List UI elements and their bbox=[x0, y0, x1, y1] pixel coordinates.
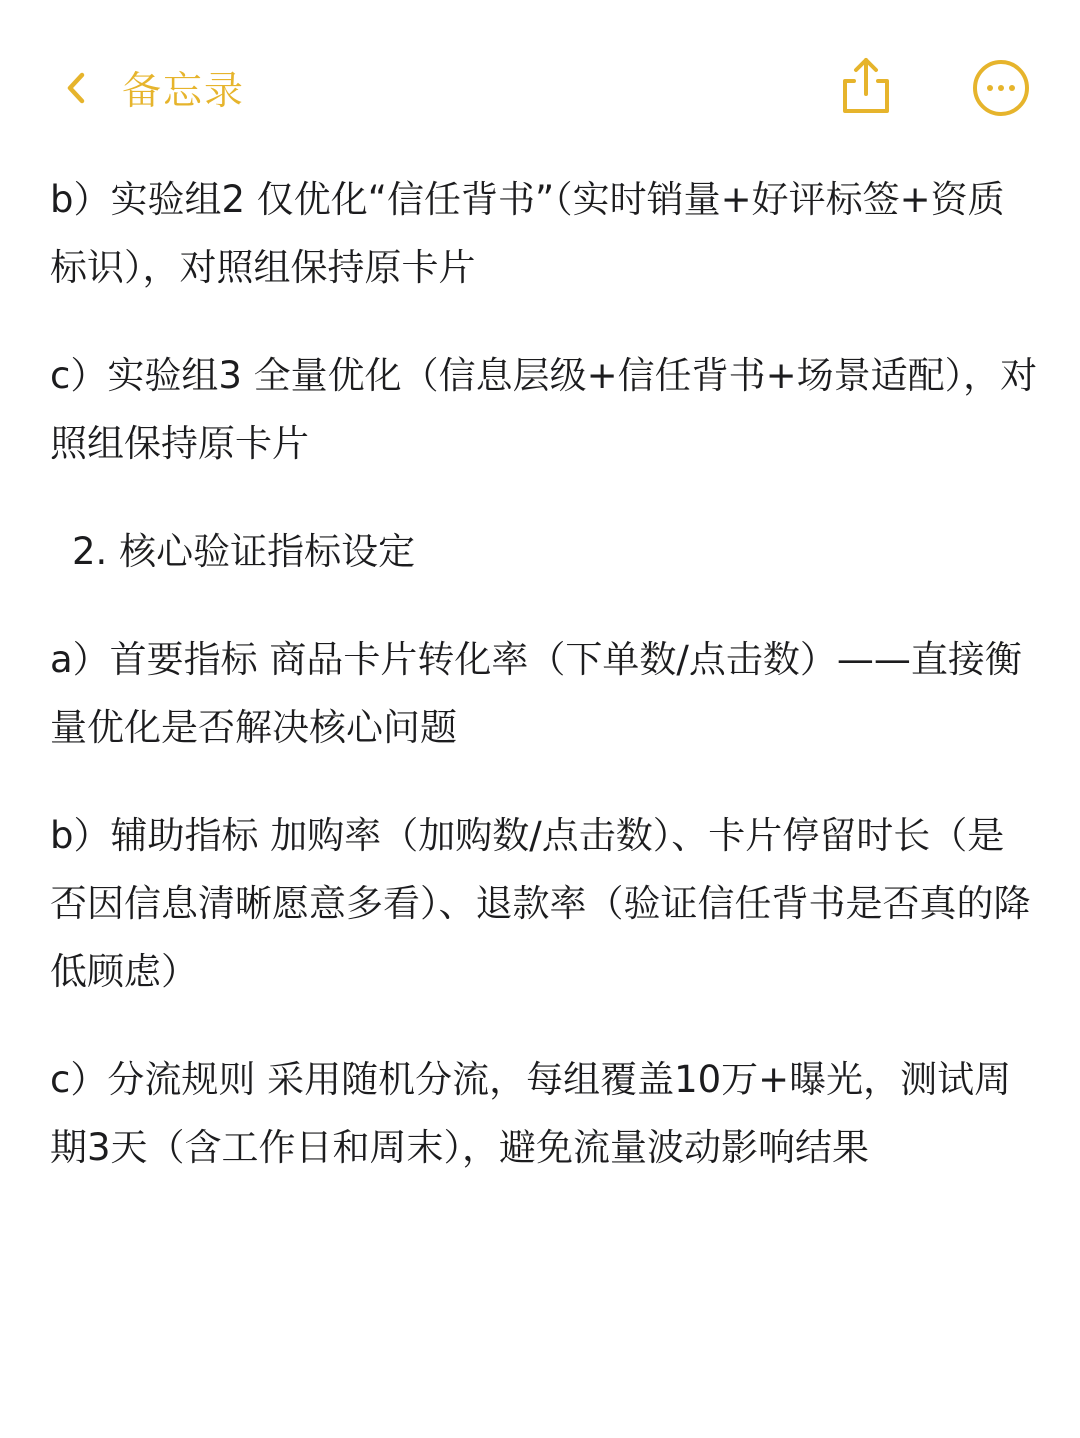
navigation-bar bbox=[0, 0, 1080, 170]
back-label: 备忘录 bbox=[122, 69, 246, 114]
more-icon bbox=[971, 103, 1031, 122]
note-section-heading: 2. 核心验证指标设定 bbox=[72, 530, 416, 573]
share-icon bbox=[836, 103, 896, 122]
more-button[interactable] bbox=[971, 58, 1031, 118]
share-button[interactable] bbox=[836, 54, 896, 118]
back-button[interactable] bbox=[58, 56, 245, 120]
note-paragraph-b-group2: b）实验组2 仅优化“信任背书”（实时销量+好评标签+资质标识），对照组保持原卡片 bbox=[50, 178, 1005, 289]
chevron-left-icon bbox=[58, 68, 98, 108]
note-paragraph-c-traffic-split: c）分流规则 采用随机分流，每组覆盖10万+曝光，测试周期3天（含工作日和周末），避免流量波动影响结果 bbox=[50, 1058, 1012, 1169]
note-content[interactable] bbox=[50, 166, 1040, 1222]
note-paragraph-b-secondary-metrics: b）辅助指标 加购率（加购数/点击数）、卡片停留时长（是否因信息清晰愿意多看）、退款率（验证信任背书是否真的降低顾虑） bbox=[50, 814, 1031, 993]
note-paragraph-a-primary-metric: a）首要指标 商品卡片转化率（下单数/点击数）——直接衡量优化是否解决核心问题 bbox=[50, 638, 1022, 749]
note-paragraph-c-group3: c）实验组3 全量优化（信息层级+信任背书+场景适配），对照组保持原卡片 bbox=[50, 354, 1038, 465]
